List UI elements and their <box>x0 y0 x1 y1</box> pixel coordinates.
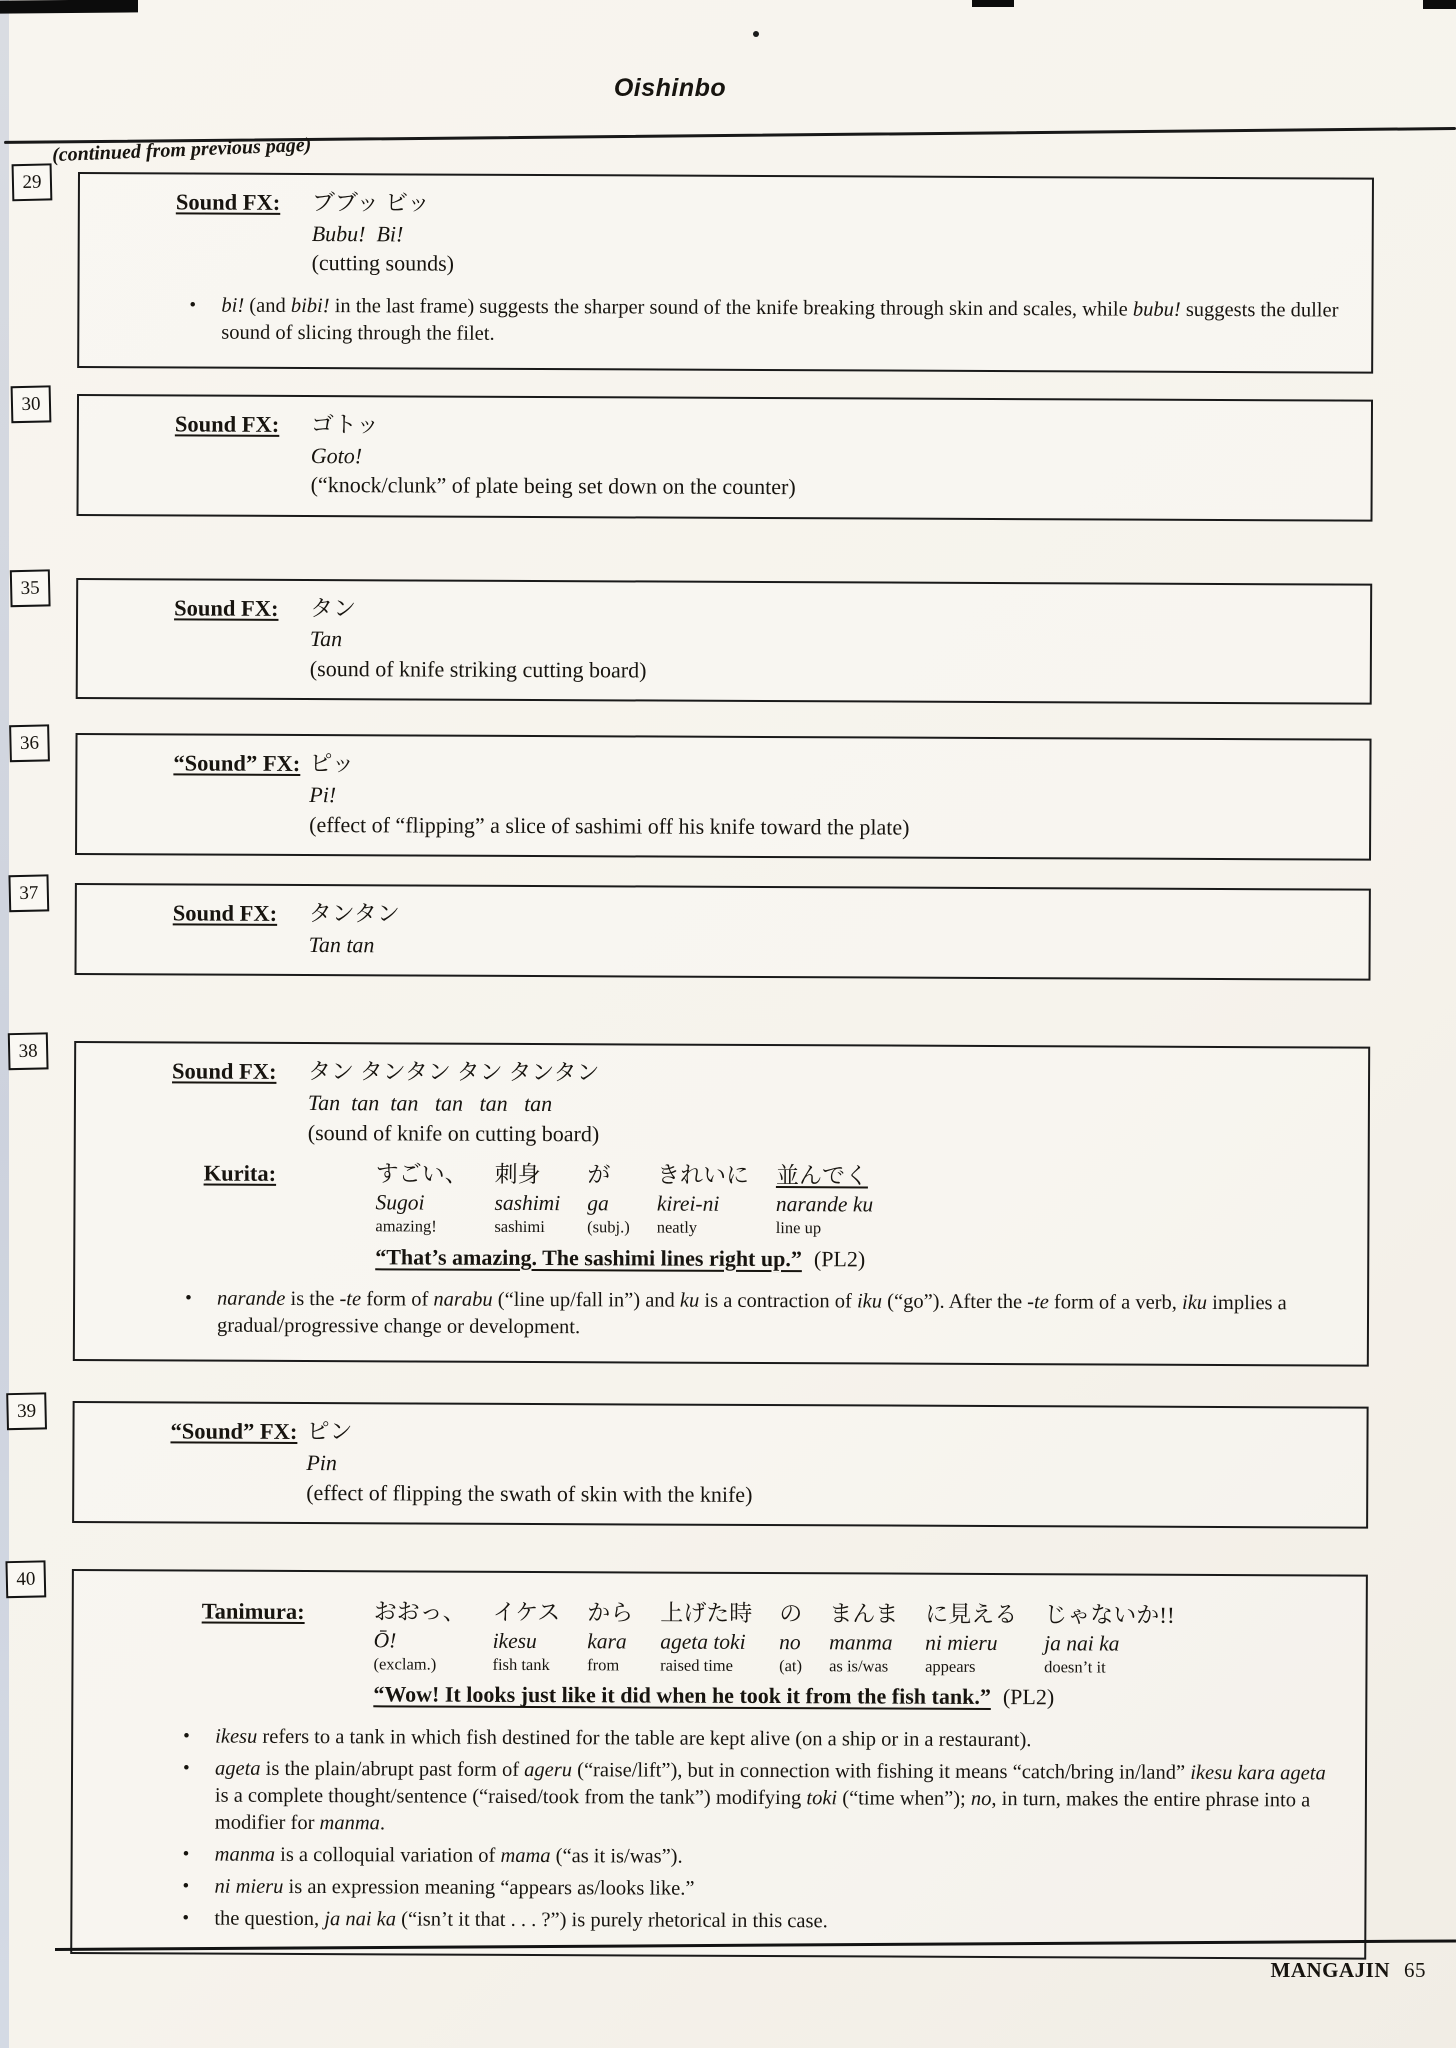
sfx-romaji-line: Bubu! Bi! <box>311 220 404 247</box>
gloss-word-column <box>779 1599 802 1677</box>
note-text: ageta is the plain/abrupt past form of ageru (“raise/lift”), but in connection with fishing it means “catch/bring in/land” ikesu kara ageta is a complete thought/sentence (“raised/took from the tank”) modifying toki (“time when”); no, in turn, makes the entire phrase into a modifier for manma. <box>214 1757 1326 1835</box>
entry-box <box>75 733 1372 860</box>
bullet-icon: • <box>182 1875 190 1897</box>
note-item <box>183 1756 1335 1842</box>
fx-entry <box>16 1568 1368 1960</box>
gloss-japanese: が <box>587 1162 611 1188</box>
sfx-japanese-line: ゴトッ <box>310 411 380 438</box>
sfx-description-line: (sound of knife striking cutting board) <box>309 655 647 683</box>
note-item <box>183 1842 1335 1874</box>
page-title: Oishinbo <box>613 74 727 102</box>
panel-number-badge: 35 <box>10 569 51 607</box>
sound-fx-content <box>312 188 1348 282</box>
sound-fx-row <box>76 1056 1344 1151</box>
fx-entry <box>16 1400 1369 1528</box>
bullet-icon: • <box>182 1907 190 1929</box>
fx-entry <box>20 576 1373 705</box>
bullet-icon: • <box>182 1757 190 1779</box>
fx-entry <box>19 882 1370 981</box>
gloss-english: amazing! <box>375 1216 437 1236</box>
gloss-japanese: まんま <box>829 1601 899 1627</box>
entry-box <box>74 883 1370 981</box>
speaker-name: Kurita: <box>203 1160 277 1186</box>
gloss-word-column <box>657 1161 749 1240</box>
sound-fx-row <box>77 748 1345 843</box>
bullet-icon: • <box>185 1287 192 1309</box>
scan-edge-nub <box>1423 0 1456 9</box>
gloss-japanese: すごい、 <box>375 1161 468 1187</box>
gloss-english: (subj.) <box>587 1217 630 1237</box>
gloss-romaji: ni mieru <box>925 1630 998 1655</box>
entry-box <box>77 172 1374 373</box>
gloss-word-column <box>375 1159 467 1238</box>
sound-fx-label <box>79 409 311 439</box>
gloss-english: appears <box>925 1656 976 1677</box>
sound-fx-label <box>74 1416 306 1446</box>
gloss-romaji: ageta toki <box>660 1629 746 1654</box>
fx-entries-list <box>16 171 1374 1960</box>
scan-edge-top-bar <box>0 0 138 14</box>
sfx-romaji-line: Pi! <box>309 782 337 808</box>
speaker-name: Tanimura: <box>201 1598 305 1625</box>
speaker-label <box>74 1596 374 1628</box>
gloss-word-column <box>587 1160 630 1239</box>
note-text: manma is a colloquial variation of mama (“as it is/was”). <box>214 1843 683 1868</box>
sound-fx-row <box>80 187 1348 282</box>
gloss-romaji: kirei-ni <box>656 1191 720 1216</box>
note-text: ikesu refers to a tank in which fish destined for the table are kept alive (on a ship or in a restaurant). <box>215 1725 1032 1752</box>
sound-fx-content <box>308 1057 1344 1151</box>
gloss-word-column <box>494 1160 560 1239</box>
bullet-icon: • <box>183 1725 190 1747</box>
gloss-japanese: 上げた時 <box>660 1600 753 1626</box>
gloss-english: doesn’t it <box>1044 1657 1106 1677</box>
sound-fx-label-text: Sound FX: <box>174 595 279 621</box>
entry-box <box>70 1569 1368 1960</box>
note-text: narande is the -te form of narabu (“line up/fall in”) and ku is a contraction of iku (“go”). After the -te form of a verb, iku implies a gradual/progressive change or development. <box>216 1287 1287 1339</box>
gloss-japanese: から <box>587 1600 634 1626</box>
gloss-romaji: manma <box>829 1630 893 1655</box>
sound-fx-content <box>309 749 1345 843</box>
gloss-word-column <box>660 1599 752 1678</box>
note-text: ni mieru is an expression meaning “appears as/looks like.” <box>214 1875 695 1901</box>
gloss-romaji: no <box>779 1629 801 1655</box>
bullet-icon: • <box>189 294 197 316</box>
sound-fx-label-text: “Sound” FX: <box>173 750 301 777</box>
sound-fx-content <box>306 1417 1342 1511</box>
sound-fx-row <box>79 409 1347 504</box>
gloss-romaji: ga <box>587 1191 609 1216</box>
gloss-romaji: Sugoi <box>375 1190 425 1215</box>
sfx-romaji-line: Tan <box>309 626 343 652</box>
entry-box <box>77 394 1374 521</box>
politeness-level: (PL2) <box>813 1245 866 1271</box>
notes-list <box>72 1723 1341 1938</box>
interlinear-gloss <box>375 1159 1343 1242</box>
note-item <box>189 292 1341 351</box>
gloss-japanese: じゃないか!! <box>1044 1602 1175 1628</box>
gloss-english: (at) <box>779 1656 803 1676</box>
magazine-name: MANGAJIN <box>1270 1958 1390 1982</box>
gloss-word-column <box>587 1598 633 1677</box>
sfx-japanese-line: ブブッ ビッ <box>311 190 431 216</box>
sound-fx-label <box>76 1056 308 1086</box>
panel-number-badge: 29 <box>12 163 53 201</box>
scan-edge-strip <box>0 0 9 2048</box>
speaker-content <box>373 1597 1341 1713</box>
sfx-romaji-line: Pin <box>306 1450 337 1476</box>
gloss-japanese: に見える <box>925 1601 1018 1628</box>
gloss-romaji: sashimi <box>494 1190 561 1216</box>
bullet-icon: • <box>182 1843 190 1865</box>
gloss-japanese: きれいに <box>656 1162 750 1189</box>
gloss-japanese: 並んでく <box>775 1163 869 1189</box>
translation-line <box>373 1680 1341 1714</box>
gloss-japanese: イケス <box>492 1599 561 1626</box>
gloss-word-column <box>925 1600 1017 1679</box>
sound-fx-label-text: Sound FX: <box>174 411 280 437</box>
sound-fx-label <box>78 593 310 623</box>
sound-fx-label-text: “Sound” FX: <box>170 1418 298 1445</box>
translation-text: “That’s amazing. The sashimi lines right up.” <box>375 1243 802 1271</box>
scan-speck <box>753 31 759 37</box>
sfx-description-line: (effect of flipping the swath of skin with the knife) <box>306 1479 753 1507</box>
panel-number-badge: 30 <box>11 385 52 423</box>
panel-number-badge: 40 <box>5 1560 46 1598</box>
speaker-row <box>75 1158 1343 1276</box>
entry-box <box>73 1041 1370 1367</box>
gloss-english: from <box>587 1655 620 1675</box>
gloss-english: (exclam.) <box>373 1654 437 1674</box>
panel-number-badge: 37 <box>8 874 49 912</box>
fx-entry <box>21 392 1374 521</box>
sfx-description-line: (“knock/clunk” of plate being set down on the counter) <box>310 472 796 500</box>
speaker-content <box>375 1159 1343 1275</box>
gloss-japanese: 刺身 <box>494 1161 541 1188</box>
sound-fx-label <box>80 187 312 217</box>
sfx-japanese-line: ピン <box>306 1419 353 1445</box>
gloss-english: line up <box>775 1218 822 1238</box>
sound-fx-content <box>309 899 1345 964</box>
note-item <box>182 1906 1334 1938</box>
panel-number-badge: 38 <box>8 1033 49 1071</box>
note-item <box>185 1286 1337 1345</box>
entry-box <box>76 578 1373 705</box>
gloss-romaji: narande ku <box>775 1192 874 1217</box>
sound-fx-label <box>77 748 309 778</box>
sound-fx-content <box>310 594 1346 688</box>
gloss-romaji: ja nai ka <box>1044 1631 1120 1656</box>
page-number: 65 <box>1404 1958 1426 1982</box>
sound-fx-row <box>78 593 1346 688</box>
gloss-romaji: ikesu <box>492 1628 537 1653</box>
note-text: the question, ja nai ka (“isn’t it that . . . ?”) is purely rhetorical in this case. <box>214 1907 828 1933</box>
sfx-japanese-line: タン タンタン タン タンタン <box>308 1059 600 1086</box>
sound-fx-row <box>77 898 1345 964</box>
gloss-word-column <box>829 1599 898 1678</box>
sound-fx-label-text: Sound FX: <box>175 189 281 215</box>
speaker-label <box>76 1158 376 1190</box>
fx-entry <box>19 732 1372 860</box>
gloss-japanese: おおっ、 <box>373 1599 466 1625</box>
gloss-english: sashimi <box>494 1217 545 1237</box>
notes-list <box>75 1285 1343 1345</box>
sfx-romaji-line: Tan tan <box>308 931 375 958</box>
interlinear-gloss <box>373 1597 1341 1680</box>
note-text: bi! (and bibi! in the last frame) suggests the sharper sound of the knife breaking through skin and scales, while bubu! suggests the duller sound of slicing through the filet. <box>221 294 1339 345</box>
fx-entry <box>18 1040 1370 1367</box>
sfx-romaji-line: Tan tan tan tan tan tan <box>307 1090 553 1117</box>
speaker-row <box>73 1596 1341 1714</box>
continued-from-previous-page-note: (continued from previous page) <box>51 133 312 167</box>
sound-fx-row <box>74 1416 1342 1511</box>
politeness-level: (PL2) <box>1002 1684 1055 1710</box>
sfx-japanese-line: ピッ <box>309 751 355 777</box>
gloss-word-column <box>492 1598 560 1677</box>
entry-box <box>72 1401 1369 1528</box>
gloss-english: fish tank <box>492 1654 550 1675</box>
sound-fx-label-text: Sound FX: <box>172 900 278 926</box>
sound-fx-label <box>77 898 309 928</box>
sfx-romaji-line: Goto! <box>310 442 363 468</box>
gloss-english: raised time <box>660 1655 734 1676</box>
sfx-description-line: (sound of knife on cutting board) <box>307 1119 600 1146</box>
panel-number-badge: 36 <box>9 725 50 763</box>
gloss-word-column <box>776 1161 874 1240</box>
gloss-romaji: kara <box>587 1629 627 1654</box>
sfx-japanese-line: タン <box>310 595 357 621</box>
sound-fx-label-text: Sound FX: <box>172 1058 277 1085</box>
gloss-word-column <box>1044 1600 1175 1679</box>
gloss-japanese: の <box>779 1601 803 1627</box>
translation-text: “Wow! It looks just like it did when he took it from the fish tank.” <box>373 1681 991 1710</box>
gloss-english: neatly <box>656 1217 698 1237</box>
fx-entry <box>22 171 1374 373</box>
scan-edge-nub <box>972 0 1014 7</box>
sfx-description-line: (cutting sounds) <box>311 250 455 276</box>
footer <box>1271 1958 1427 1983</box>
sfx-description-line: (effect of “flipping” a slice of sashimi off his knife toward the plate) <box>309 811 910 840</box>
note-item <box>182 1874 1334 1906</box>
notes-list <box>79 292 1347 352</box>
sound-fx-content <box>311 410 1347 504</box>
sfx-japanese-line: タンタン <box>308 901 400 927</box>
translation-line <box>375 1242 1343 1276</box>
panel-number-badge: 39 <box>6 1393 47 1431</box>
gloss-english: as is/was <box>829 1656 889 1676</box>
note-item <box>183 1724 1335 1756</box>
gloss-romaji: Ō! <box>373 1628 397 1653</box>
gloss-word-column <box>373 1597 465 1676</box>
